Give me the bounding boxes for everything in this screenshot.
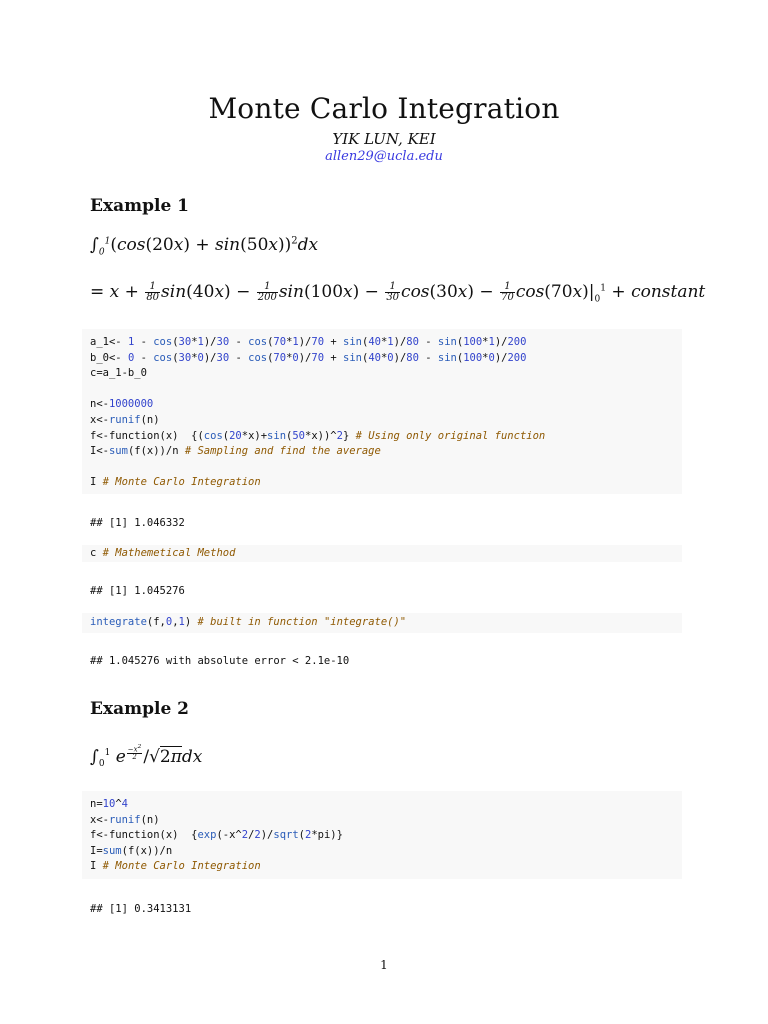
example-2-heading: Example 2 <box>90 699 190 719</box>
author-email-link[interactable]: allen29@ucla.edu <box>325 149 443 164</box>
author-name: YIK LUN, KEI <box>332 130 436 148</box>
example-1-antiderivative: = x + $\frac{1}{80}$ sin(40x) − $\frac{1}{200}$ sin(100x) − $\frac{1}{30}$ cos(30x) − $\frac{1}{70}$ $\cos(70x)|_0^1$ + constant <box>90 281 706 305</box>
code-line: b_0<- 0 - cos(30*0)/30 - cos(70*0)/70 + sin(40*0)/80 - sin(100*0)/200 <box>90 351 527 364</box>
code-block-example-2 <box>82 791 682 879</box>
code-line: integrate(f,0,1) # built in function "integrate()" <box>90 616 407 628</box>
code-line: I # Monte Carlo Integration <box>90 860 261 873</box>
output-example-1-mc: ## [1] 1.046332 <box>90 517 185 529</box>
code-line: c # Mathemetical Method <box>90 547 236 559</box>
code-block-example-1 <box>82 329 682 494</box>
example-1-integral: $\int_0^1(\cos(20x) + \sin(50x))^2dx$ <box>90 235 319 258</box>
code-line: a_1<- 1 - cos(30*1)/30 - cos(70*1)/70 + sin(40*1)/80 - sin(100*1)/200 <box>90 336 527 348</box>
code-line: I=sum(f(x))/n <box>90 844 173 857</box>
example-2-integral: $\int_0^1$ e $^{\frac{-x^2}{2}}$ /√2πdx <box>90 744 203 770</box>
output-example-1-integrate: ## 1.045276 with absolute error < 2.1e-10 <box>90 655 350 667</box>
page-number: 1 <box>380 958 388 972</box>
output-example-2: ## [1] 0.3413131 <box>90 903 192 915</box>
code-block-example-1-integrate <box>82 613 682 633</box>
code-line: I # Monte Carlo Integration <box>90 476 261 489</box>
code-line: I<-sum(f(x))/n # Sampling and find the average <box>90 445 381 458</box>
code-line: x<-runif(n) <box>90 413 160 426</box>
code-block-example-1-method <box>82 545 682 562</box>
code-line: x<-runif(n) <box>90 813 160 826</box>
code-line: c=a_1-b_0 <box>90 367 147 380</box>
example-1-heading: Example 1 <box>90 196 190 216</box>
code-line: f<-function(x) {(cos(20*x)+sin(50*x))^2} # Using only original function <box>90 429 546 442</box>
code-line: f<-function(x) {exp(-x^2/2)/sqrt(2*pi)} <box>90 829 343 842</box>
code-line: n<-1000000 <box>90 398 154 411</box>
code-line: n=10^4 <box>90 798 128 810</box>
output-example-1-math: ## [1] 1.045276 <box>90 585 185 597</box>
document-title: Monte Carlo Integration <box>208 92 560 125</box>
